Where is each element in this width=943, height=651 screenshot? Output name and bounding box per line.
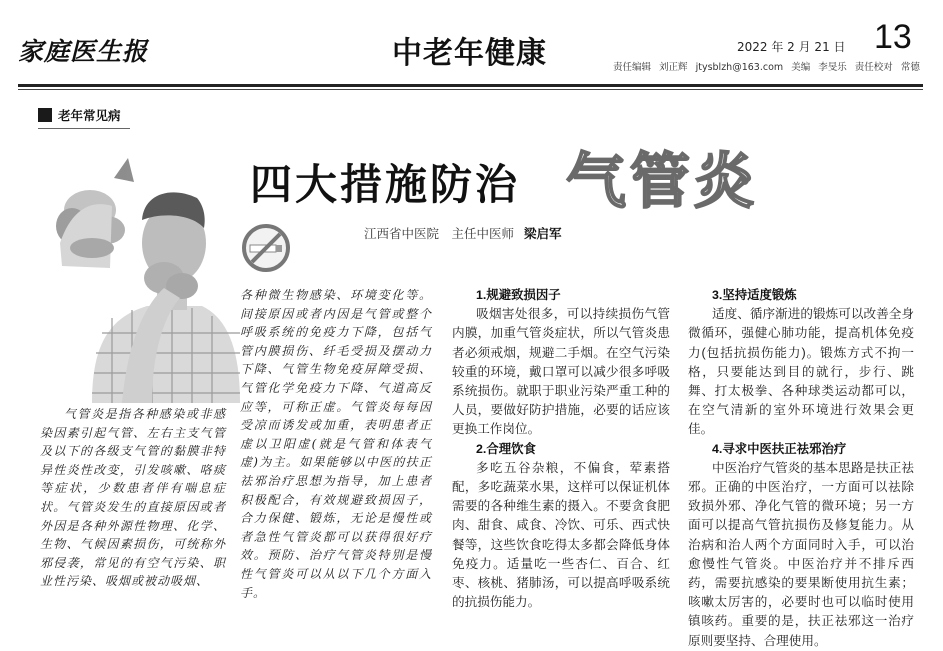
byline-author: 梁启军	[524, 226, 562, 241]
editor-credits	[613, 59, 925, 73]
subheading: 3.坚持适度锻炼	[712, 288, 797, 302]
headline-highlight: 气管炎	[566, 147, 758, 217]
section-paragraph: 吸烟害处很多，可以持续损伤气管内膜，加重气管炎症状，所以气管炎患者必须戒烟，规避二手烟。在空气污染较重的环境，戴口罩可以减少很多呼吸系统损伤。就职于职业污染严重工种的人员，要做好防护措施，必要的话应该更换工作岗位。	[452, 307, 670, 437]
masthead-logo: 家庭医生报	[18, 37, 149, 66]
article-intro-col1: 气管炎是指各种感染或非感染因素引起气管、左右主支气管及以下的各级支气管的黏膜非特异性炎性改变，引发咳嗽、咯痰等症状，少数患者伴有喘息症状。气管炎发生的直接原因或者外因是各种外源性物理、化学、生物、气候因素损伤，可统称外邪侵袭，常见的有空气污染、职业性污染、吸烟或被动吸烟、	[40, 407, 226, 589]
section-title: 中老年健康	[392, 36, 547, 71]
headline-main: 四大措施防治	[250, 160, 521, 209]
page-number: 13	[874, 18, 912, 56]
credit-value: 常德	[900, 62, 920, 73]
issue-date: 2022 年 2 月 21 日	[737, 40, 846, 54]
subheading: 2.合理饮食	[476, 441, 536, 456]
credit-label: 责任校对	[854, 62, 893, 73]
byline-org: 江西省中医院 主任中医师	[364, 226, 515, 241]
tag-underline	[38, 128, 130, 129]
article-intro-col2: 各种微生物感染、环境变化等。间接原因或者内因是气管或整个呼吸系统的免疫力下降，包括气管内膜损伤、纤毛受损及摆动力下降、气管生物免疫屏障受损、气管化学免疫力下降、气道高反应等，可称正虚。气管炎每每因受凉而诱发或加重，表明患者正虚以卫阳虚(就是气管和体表气虚)为主。如果能够以中医的扶正祛邪治疗思想为指导，加上患者积极配合，有效规避致损因子，合力保健、锻炼，无论是慢性或者急性气管炎都可以获得很好疗效。预防、治疗气管炎特别是慢性气管炎可以从以下几个方面入手。	[240, 288, 432, 600]
section-paragraph: 中医治疗气管炎的基本思路是扶正祛邪。正确的中医治疗，一方面可以祛除致损外邪、净化气管的微环境；另一方面可以提高气管抗损伤及修复能力。从治病和治人两个方面同时入手，可以治愈慢性气管炎。中医治疗并不排斥西药，需要抗感染的要果断使用抗生素；咳嗽太厉害的，必要时也可以临时使用镇咳药。重要的是，扶正祛邪这一治疗原则要坚持、合理使用。	[688, 460, 914, 648]
subheading: 4.寻求中医扶正祛邪治疗	[712, 441, 847, 456]
credit-value: 李旻乐	[818, 62, 847, 73]
section-paragraph: 多吃五谷杂粮，不偏食，荤素搭配，多吃蔬菜水果，这样可以保证机体需要的各种维生素的摄入。不要贪食肥肉、甜食、咸食、冷饮、可乐、西式快餐等，这些饮食吃得太多都会降低身体免疫力。适量吃一些杏仁、百合、红枣、核桃、猪肺汤，可以提高呼吸系统的抗损伤能力。	[452, 460, 670, 610]
article-col3	[452, 286, 670, 612]
no-smoking-icon	[240, 222, 292, 274]
vegetables-image	[56, 158, 134, 268]
section-paragraph: 适度、循序渐进的锻炼可以改善全身微循环，强健心肺功能，提高机体免疫力(包括抗损伤能力)。锻炼方式不拘一格，只要能达到目的就行，步行、跳舞、打太极拳、各种球类运动都可以，在空气清新的室外环境进行效果会更佳。	[688, 307, 914, 437]
header-rule-thin	[18, 89, 923, 90]
header-rule	[18, 84, 923, 87]
credit-email: jtysblzh@163.com	[695, 62, 784, 73]
column-tag	[38, 108, 121, 122]
credit-label: 美编	[791, 62, 811, 73]
column-tag-label: 老年常见病	[58, 108, 121, 123]
byline	[364, 224, 562, 242]
article-col4	[688, 286, 914, 651]
credit-value: 刘正辉	[659, 62, 688, 73]
credit-label: 责任编辑	[613, 62, 652, 73]
tag-square-icon	[38, 108, 52, 122]
coughing-man-illustration	[52, 148, 242, 403]
subheading: 1.规避致损因子	[476, 288, 561, 302]
